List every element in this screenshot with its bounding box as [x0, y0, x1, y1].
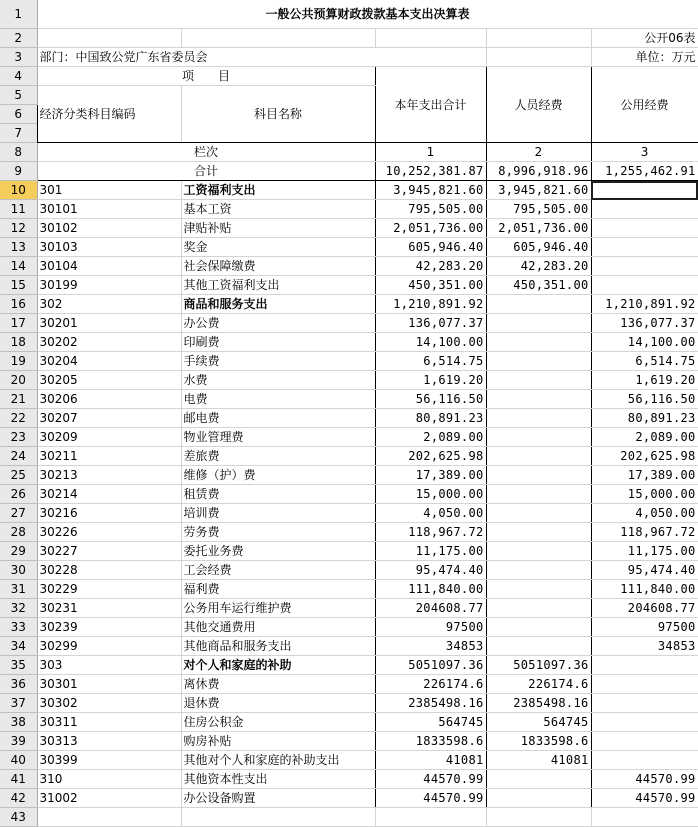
- code-cell[interactable]: 30104: [37, 257, 181, 276]
- table-row: [0, 599, 698, 618]
- name-cell[interactable]: 其他商品和服务支出: [181, 637, 375, 656]
- public-cell[interactable]: [591, 200, 698, 219]
- code-cell[interactable]: 30229: [37, 580, 181, 599]
- row-header[interactable]: 38: [0, 713, 37, 732]
- code-cell[interactable]: 30211: [37, 447, 181, 466]
- personnel-cell[interactable]: [486, 504, 591, 523]
- name-cell[interactable]: 办公费: [181, 314, 375, 333]
- cell[interactable]: [486, 808, 591, 827]
- personnel-cell[interactable]: [486, 371, 591, 390]
- personnel-cell[interactable]: 795,505.00: [486, 200, 591, 219]
- personnel-cell[interactable]: [486, 485, 591, 504]
- total-cell[interactable]: 14,100.00: [375, 333, 486, 352]
- row-header[interactable]: 18: [0, 333, 37, 352]
- name-cell[interactable]: 离休费: [181, 675, 375, 694]
- public-cell[interactable]: [591, 751, 698, 770]
- code-cell[interactable]: 30204: [37, 352, 181, 371]
- name-cell[interactable]: 劳务费: [181, 523, 375, 542]
- table-row: [0, 618, 698, 637]
- table-row: [0, 295, 698, 314]
- table-row: [0, 276, 698, 295]
- total-cell[interactable]: 15,000.00: [375, 485, 486, 504]
- row-header[interactable]: 19: [0, 352, 37, 371]
- cell[interactable]: [181, 29, 375, 48]
- name-cell[interactable]: 公务用车运行维护费: [181, 599, 375, 618]
- name-cell[interactable]: 水费: [181, 371, 375, 390]
- row-header[interactable]: 4: [0, 67, 37, 86]
- total-cell[interactable]: 42,283.20: [375, 257, 486, 276]
- table-row: [0, 542, 698, 561]
- row-header[interactable]: 6: [0, 105, 37, 124]
- total-cell[interactable]: 136,077.37: [375, 314, 486, 333]
- row-header[interactable]: 31: [0, 580, 37, 599]
- code-cell[interactable]: 30214: [37, 485, 181, 504]
- public-cell[interactable]: 11,175.00: [591, 542, 698, 561]
- public-cell[interactable]: [591, 181, 698, 200]
- code-cell[interactable]: 30206: [37, 390, 181, 409]
- cell[interactable]: [37, 808, 181, 827]
- public-cell[interactable]: 202,625.98: [591, 447, 698, 466]
- row-header[interactable]: 20: [0, 371, 37, 390]
- personnel-cell[interactable]: 42,283.20: [486, 257, 591, 276]
- total-cell[interactable]: 795,505.00: [375, 200, 486, 219]
- name-cell[interactable]: 津贴补贴: [181, 219, 375, 238]
- total-cell[interactable]: 202,625.98: [375, 447, 486, 466]
- public-cell[interactable]: 56,116.50: [591, 390, 698, 409]
- code-cell[interactable]: 30101: [37, 200, 181, 219]
- code-cell[interactable]: 30202: [37, 333, 181, 352]
- name-col-header[interactable]: 科目名称: [181, 86, 375, 143]
- name-cell[interactable]: 工会经费: [181, 561, 375, 580]
- public-cell[interactable]: 1,619.20: [591, 371, 698, 390]
- table-row: [0, 409, 698, 428]
- row-header[interactable]: 26: [0, 485, 37, 504]
- row-header[interactable]: 39: [0, 732, 37, 751]
- table-row: [0, 238, 698, 257]
- public-cell[interactable]: 4,050.00: [591, 504, 698, 523]
- name-cell[interactable]: 商品和服务支出: [181, 295, 375, 314]
- public-cell[interactable]: [591, 675, 698, 694]
- row-header[interactable]: 1: [0, 0, 37, 29]
- total-cell[interactable]: 80,891.23: [375, 409, 486, 428]
- total-cell[interactable]: 56,116.50: [375, 390, 486, 409]
- name-cell[interactable]: 物业管理费: [181, 428, 375, 447]
- total-cell[interactable]: 111,840.00: [375, 580, 486, 599]
- code-row: [0, 29, 698, 48]
- name-cell[interactable]: 购房补贴: [181, 732, 375, 751]
- row-header[interactable]: 42: [0, 789, 37, 808]
- table-row: [0, 314, 698, 333]
- table-row: [0, 219, 698, 238]
- total-cell[interactable]: 41081: [375, 751, 486, 770]
- personnel-cell[interactable]: 605,946.40: [486, 238, 591, 257]
- row-header[interactable]: 25: [0, 466, 37, 485]
- personnel-cell[interactable]: [486, 333, 591, 352]
- name-cell[interactable]: 福利费: [181, 580, 375, 599]
- personnel-cell[interactable]: 2,051,736.00: [486, 219, 591, 238]
- table-row: [0, 390, 698, 409]
- public-cell[interactable]: 2,089.00: [591, 428, 698, 447]
- personnel-cell[interactable]: [486, 409, 591, 428]
- row-header[interactable]: 13: [0, 238, 37, 257]
- col-number[interactable]: 2: [486, 143, 591, 162]
- row-header[interactable]: 30: [0, 561, 37, 580]
- personnel-cell[interactable]: [486, 314, 591, 333]
- page-title[interactable]: 一般公共预算财政拨款基本支出决算表: [37, 0, 698, 29]
- row-header[interactable]: 9: [0, 162, 37, 181]
- row-header[interactable]: 37: [0, 694, 37, 713]
- name-cell[interactable]: 社会保障缴费: [181, 257, 375, 276]
- total-cell[interactable]: 3,945,821.60: [375, 181, 486, 200]
- name-cell[interactable]: 邮电费: [181, 409, 375, 428]
- column-label[interactable]: 栏次: [37, 143, 375, 162]
- row-header[interactable]: 21: [0, 390, 37, 409]
- total-cell[interactable]: 95,474.40: [375, 561, 486, 580]
- personnel-cell[interactable]: [486, 618, 591, 637]
- code-cell[interactable]: 30102: [37, 219, 181, 238]
- row-header[interactable]: 3: [0, 48, 37, 67]
- table-row: [0, 200, 698, 219]
- table-row: [0, 637, 698, 656]
- table-code[interactable]: 公开06表: [591, 29, 698, 48]
- total-cell[interactable]: 1,619.20: [375, 371, 486, 390]
- row-header[interactable]: 32: [0, 599, 37, 618]
- name-cell[interactable]: 其他交通费用: [181, 618, 375, 637]
- name-cell[interactable]: 印刷费: [181, 333, 375, 352]
- code-cell[interactable]: 30201: [37, 314, 181, 333]
- total-public[interactable]: 1,255,462.91: [591, 162, 698, 181]
- code-cell[interactable]: 30301: [37, 675, 181, 694]
- row-header[interactable]: 28: [0, 523, 37, 542]
- name-cell[interactable]: 差旅费: [181, 447, 375, 466]
- total-cell[interactable]: 450,351.00: [375, 276, 486, 295]
- cell[interactable]: [37, 29, 181, 48]
- row-header[interactable]: 29: [0, 542, 37, 561]
- total-cell[interactable]: 2385498.16: [375, 694, 486, 713]
- public-cell[interactable]: 1,210,891.92: [591, 295, 698, 314]
- name-cell[interactable]: 其他资本性支出: [181, 770, 375, 789]
- total-row: [0, 162, 698, 181]
- cell[interactable]: [486, 48, 591, 67]
- code-cell[interactable]: 30207: [37, 409, 181, 428]
- public-cell[interactable]: [591, 276, 698, 295]
- total-cell[interactable]: 605,946.40: [375, 238, 486, 257]
- code-cell[interactable]: 30299: [37, 637, 181, 656]
- table-row: [0, 789, 698, 808]
- unit-label[interactable]: 单位：万元: [591, 48, 698, 67]
- total-cell[interactable]: 204608.77: [375, 599, 486, 618]
- col-number[interactable]: 3: [591, 143, 698, 162]
- name-cell[interactable]: 办公设备购置: [181, 789, 375, 808]
- row-header[interactable]: 36: [0, 675, 37, 694]
- row-header[interactable]: 10: [0, 181, 37, 200]
- table-row: [0, 333, 698, 352]
- code-cell[interactable]: 30313: [37, 732, 181, 751]
- code-cell[interactable]: 302: [37, 295, 181, 314]
- row-header[interactable]: 33: [0, 618, 37, 637]
- name-cell[interactable]: 工资福利支出: [181, 181, 375, 200]
- total-cell[interactable]: 11,175.00: [375, 542, 486, 561]
- total-cell[interactable]: 6,514.75: [375, 352, 486, 371]
- cell[interactable]: [181, 808, 375, 827]
- table-row: [0, 808, 698, 827]
- item-header[interactable]: 项 目: [37, 67, 375, 86]
- table-row: [0, 181, 698, 200]
- code-cell[interactable]: 310: [37, 770, 181, 789]
- total-cell[interactable]: 564745: [375, 713, 486, 732]
- personnel-cell[interactable]: 2385498.16: [486, 694, 591, 713]
- total-cell[interactable]: 118,967.72: [375, 523, 486, 542]
- personnel-cell[interactable]: [486, 428, 591, 447]
- table-row: [0, 428, 698, 447]
- code-cell[interactable]: 30199: [37, 276, 181, 295]
- public-cell[interactable]: [591, 656, 698, 675]
- personnel-cell[interactable]: [486, 447, 591, 466]
- row-header[interactable]: 5: [0, 86, 37, 105]
- row-header[interactable]: 22: [0, 409, 37, 428]
- personnel-cell[interactable]: [486, 295, 591, 314]
- total-cell[interactable]: 5051097.36: [375, 656, 486, 675]
- code-cell[interactable]: 301: [37, 181, 181, 200]
- total-cell[interactable]: 226174.6: [375, 675, 486, 694]
- code-cell[interactable]: 30213: [37, 466, 181, 485]
- total-cell[interactable]: 44570.99: [375, 789, 486, 808]
- total-cell[interactable]: 2,051,736.00: [375, 219, 486, 238]
- public-cell[interactable]: 118,967.72: [591, 523, 698, 542]
- cell[interactable]: [486, 29, 591, 48]
- total-cell[interactable]: 1,210,891.92: [375, 295, 486, 314]
- total-cell[interactable]: 34853: [375, 637, 486, 656]
- public-cell[interactable]: 34853: [591, 637, 698, 656]
- public-cell[interactable]: [591, 713, 698, 732]
- name-cell[interactable]: 委托业务费: [181, 542, 375, 561]
- public-cell[interactable]: [591, 732, 698, 751]
- row-header[interactable]: 27: [0, 504, 37, 523]
- total-cell[interactable]: 1833598.6: [375, 732, 486, 751]
- name-cell[interactable]: 培训费: [181, 504, 375, 523]
- total-personnel[interactable]: 8,996,918.96: [486, 162, 591, 181]
- personnel-cell[interactable]: [486, 523, 591, 542]
- personnel-cell[interactable]: 1833598.6: [486, 732, 591, 751]
- row-header[interactable]: 35: [0, 656, 37, 675]
- row-header[interactable]: 40: [0, 751, 37, 770]
- code-cell[interactable]: 30205: [37, 371, 181, 390]
- table-row: [0, 523, 698, 542]
- cell[interactable]: [591, 808, 698, 827]
- row-header[interactable]: 43: [0, 808, 37, 827]
- personnel-cell[interactable]: [486, 789, 591, 808]
- total-cell[interactable]: 44570.99: [375, 770, 486, 789]
- personnel-cell[interactable]: 450,351.00: [486, 276, 591, 295]
- total-cell[interactable]: 2,089.00: [375, 428, 486, 447]
- personnel-cell[interactable]: [486, 542, 591, 561]
- personnel-cell[interactable]: 564745: [486, 713, 591, 732]
- row-header[interactable]: 24: [0, 447, 37, 466]
- public-cell[interactable]: 17,389.00: [591, 466, 698, 485]
- personnel-cell[interactable]: [486, 580, 591, 599]
- personnel-cell[interactable]: 3,945,821.60: [486, 181, 591, 200]
- department-row: [0, 48, 698, 67]
- cell[interactable]: [375, 808, 486, 827]
- public-cell[interactable]: 97500: [591, 618, 698, 637]
- code-cell[interactable]: 303: [37, 656, 181, 675]
- code-cell[interactable]: 30311: [37, 713, 181, 732]
- row-header[interactable]: 7: [0, 124, 37, 143]
- table-row: [0, 504, 698, 523]
- total-cell[interactable]: 97500: [375, 618, 486, 637]
- cell[interactable]: [375, 29, 486, 48]
- public-cell[interactable]: 204608.77: [591, 599, 698, 618]
- row-header[interactable]: 41: [0, 770, 37, 789]
- public-cell[interactable]: [591, 694, 698, 713]
- personnel-col-header[interactable]: 人员经费: [486, 67, 591, 143]
- name-cell[interactable]: 奖金: [181, 238, 375, 257]
- row-header[interactable]: 14: [0, 257, 37, 276]
- public-cell[interactable]: 6,514.75: [591, 352, 698, 371]
- personnel-cell[interactable]: [486, 561, 591, 580]
- row-header[interactable]: 2: [0, 29, 37, 48]
- code-cell[interactable]: 30103: [37, 238, 181, 257]
- table-row: [0, 485, 698, 504]
- public-cell[interactable]: 80,891.23: [591, 409, 698, 428]
- table-row: [0, 751, 698, 770]
- total-cell[interactable]: 17,389.00: [375, 466, 486, 485]
- row-header[interactable]: 34: [0, 637, 37, 656]
- public-cell[interactable]: [591, 219, 698, 238]
- name-cell[interactable]: 维修（护）费: [181, 466, 375, 485]
- name-cell[interactable]: 手续费: [181, 352, 375, 371]
- table-row: [0, 732, 698, 751]
- personnel-cell[interactable]: [486, 599, 591, 618]
- table-row: [0, 466, 698, 485]
- name-cell[interactable]: 对个人和家庭的补助: [181, 656, 375, 675]
- name-cell[interactable]: 租赁费: [181, 485, 375, 504]
- code-cell[interactable]: 31002: [37, 789, 181, 808]
- code-cell[interactable]: 30231: [37, 599, 181, 618]
- public-cell[interactable]: [591, 257, 698, 276]
- col-number[interactable]: 1: [375, 143, 486, 162]
- code-cell[interactable]: 30227: [37, 542, 181, 561]
- personnel-cell[interactable]: [486, 390, 591, 409]
- total-cell[interactable]: 4,050.00: [375, 504, 486, 523]
- code-cell[interactable]: 30302: [37, 694, 181, 713]
- table-row: [0, 713, 698, 732]
- table-row: [0, 694, 698, 713]
- public-cell[interactable]: 15,000.00: [591, 485, 698, 504]
- table-row: [0, 656, 698, 675]
- public-cell[interactable]: [591, 238, 698, 257]
- code-cell[interactable]: 30226: [37, 523, 181, 542]
- total-value[interactable]: 10,252,381.87: [375, 162, 486, 181]
- public-cell[interactable]: 111,840.00: [591, 580, 698, 599]
- total-col-header[interactable]: 本年支出合计: [375, 67, 486, 143]
- personnel-cell[interactable]: [486, 637, 591, 656]
- table-row: [0, 675, 698, 694]
- name-cell[interactable]: 住房公积金: [181, 713, 375, 732]
- row-header[interactable]: 11: [0, 200, 37, 219]
- table-row: [0, 580, 698, 599]
- row-header[interactable]: 15: [0, 276, 37, 295]
- public-cell[interactable]: 14,100.00: [591, 333, 698, 352]
- code-cell[interactable]: 30228: [37, 561, 181, 580]
- table-row: [0, 561, 698, 580]
- row-header[interactable]: 12: [0, 219, 37, 238]
- personnel-cell[interactable]: 5051097.36: [486, 656, 591, 675]
- personnel-cell[interactable]: 226174.6: [486, 675, 591, 694]
- row-header[interactable]: 8: [0, 143, 37, 162]
- header-row: [0, 67, 698, 86]
- row-header[interactable]: 23: [0, 428, 37, 447]
- table-row: [0, 770, 698, 789]
- code-cell[interactable]: 30239: [37, 618, 181, 637]
- name-cell[interactable]: 电费: [181, 390, 375, 409]
- personnel-cell[interactable]: [486, 770, 591, 789]
- name-cell[interactable]: 其他对个人和家庭的补助支出: [181, 751, 375, 770]
- code-cell[interactable]: 30216: [37, 504, 181, 523]
- public-col-header[interactable]: 公用经费: [591, 67, 698, 143]
- table-row: [0, 352, 698, 371]
- table-row: [0, 257, 698, 276]
- name-cell[interactable]: 退休费: [181, 694, 375, 713]
- public-cell[interactable]: 44570.99: [591, 789, 698, 808]
- row-header[interactable]: 16: [0, 295, 37, 314]
- row-header[interactable]: 17: [0, 314, 37, 333]
- title-row: [0, 0, 698, 29]
- code-cell[interactable]: 30399: [37, 751, 181, 770]
- department-label[interactable]: 部门：中国致公党广东省委员会: [37, 48, 486, 67]
- personnel-cell[interactable]: [486, 466, 591, 485]
- table-row: [0, 447, 698, 466]
- code-cell[interactable]: 30209: [37, 428, 181, 447]
- column-number-row: [0, 143, 698, 162]
- personnel-cell[interactable]: 41081: [486, 751, 591, 770]
- code-col-header[interactable]: 经济分类科目编码: [37, 86, 181, 143]
- name-cell[interactable]: 其他工资福利支出: [181, 276, 375, 295]
- total-label[interactable]: 合计: [37, 162, 375, 181]
- public-cell[interactable]: 44570.99: [591, 770, 698, 789]
- personnel-cell[interactable]: [486, 352, 591, 371]
- public-cell[interactable]: 136,077.37: [591, 314, 698, 333]
- table-row: [0, 371, 698, 390]
- name-cell[interactable]: 基本工资: [181, 200, 375, 219]
- public-cell[interactable]: 95,474.40: [591, 561, 698, 580]
